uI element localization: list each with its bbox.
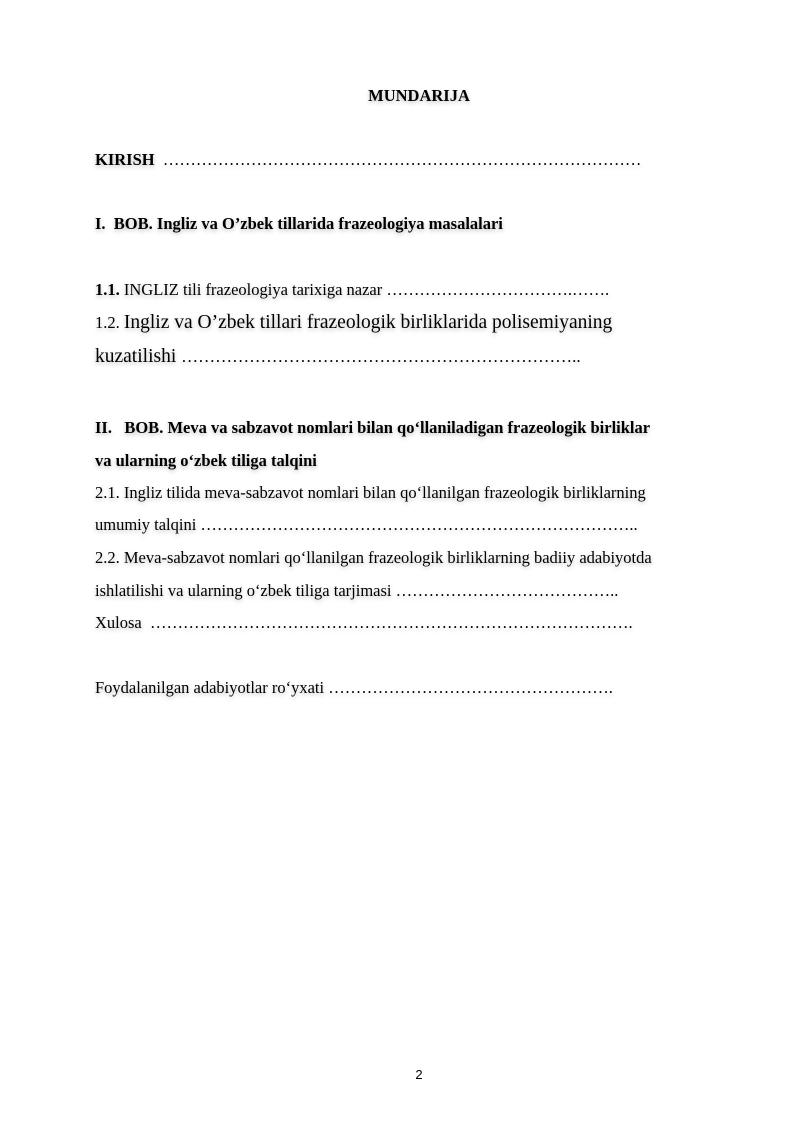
chapter-number: I. [95, 214, 106, 233]
toc-leader-dots: …………………………….……. [386, 280, 610, 299]
section-text: 2.2. Meva-sabzavot nomlari qo‘llanilgan frazeologik birliklarning badiiy adabiyotda [95, 548, 652, 567]
toc-entry-2-1-continued [95, 515, 638, 535]
chapter-heading: BOB. Ingliz va O’zbek tillarida frazeologiya masalalari [113, 214, 503, 233]
toc-leader-dots: …………………………………………………………….. [181, 347, 581, 366]
toc-entry-xulosa [95, 613, 633, 633]
toc-chapter-2 [95, 418, 650, 438]
toc-entry-adabiyotlar [95, 678, 613, 698]
page-number: 2 [415, 1067, 423, 1082]
toc-leader-dots: …………………………………………………………………………… [162, 150, 642, 169]
section-text: ishlatilishi va ularning o‘zbek tiliga tarjimasi [95, 581, 392, 600]
section-number: 1.2. [95, 313, 120, 332]
toc-entry-1-1 [95, 280, 609, 300]
section-text: kuzatilishi [95, 346, 177, 367]
section-number: 1.1. [95, 280, 120, 299]
toc-leader-dots: …………………………………………………………………….. [200, 515, 638, 534]
page-title: MUNDARIJA [368, 86, 470, 105]
toc-entry-1-2-continued [95, 346, 581, 368]
toc-leader-dots: ………………………………….. [395, 581, 619, 600]
section-text: INGLIZ tili frazeologiya tarixiga nazar [123, 280, 383, 299]
section-text: Ingliz va O’zbek tillari frazeologik birliklarida polisemiyaning [123, 312, 613, 333]
section-text: umumiy talqini [95, 515, 197, 534]
chapter-heading: BOB. Meva va sabzavot nomlari bilan qo‘llaniladigan frazeologik birliklar [124, 418, 651, 437]
chapter-heading: va ularning o‘zbek tiliga talqini [95, 451, 317, 470]
section-text: Foydalanilgan adabiyotlar ro‘yxati [95, 678, 325, 697]
toc-entry-kirish [95, 150, 641, 170]
toc-leader-dots: ……………………………………………………………………………. [150, 613, 633, 632]
toc-entry-1-2 [95, 312, 612, 334]
toc-entry-2-2-continued [95, 581, 618, 601]
section-text: 2.1. Ingliz tilida meva-sabzavot nomlari bilan qo‘llanilgan frazeologik birliklarning [95, 483, 646, 502]
toc-entry-2-1 [95, 483, 646, 503]
toc-leader-dots: ……………………………………………. [328, 678, 613, 697]
toc-entry-2-2 [95, 548, 652, 568]
toc-chapter-1 [95, 214, 503, 234]
section-text: Xulosa [95, 613, 142, 632]
toc-entry-label: KIRISH [95, 150, 155, 169]
chapter-number: II. [95, 418, 112, 437]
toc-chapter-2-continued [95, 451, 317, 471]
